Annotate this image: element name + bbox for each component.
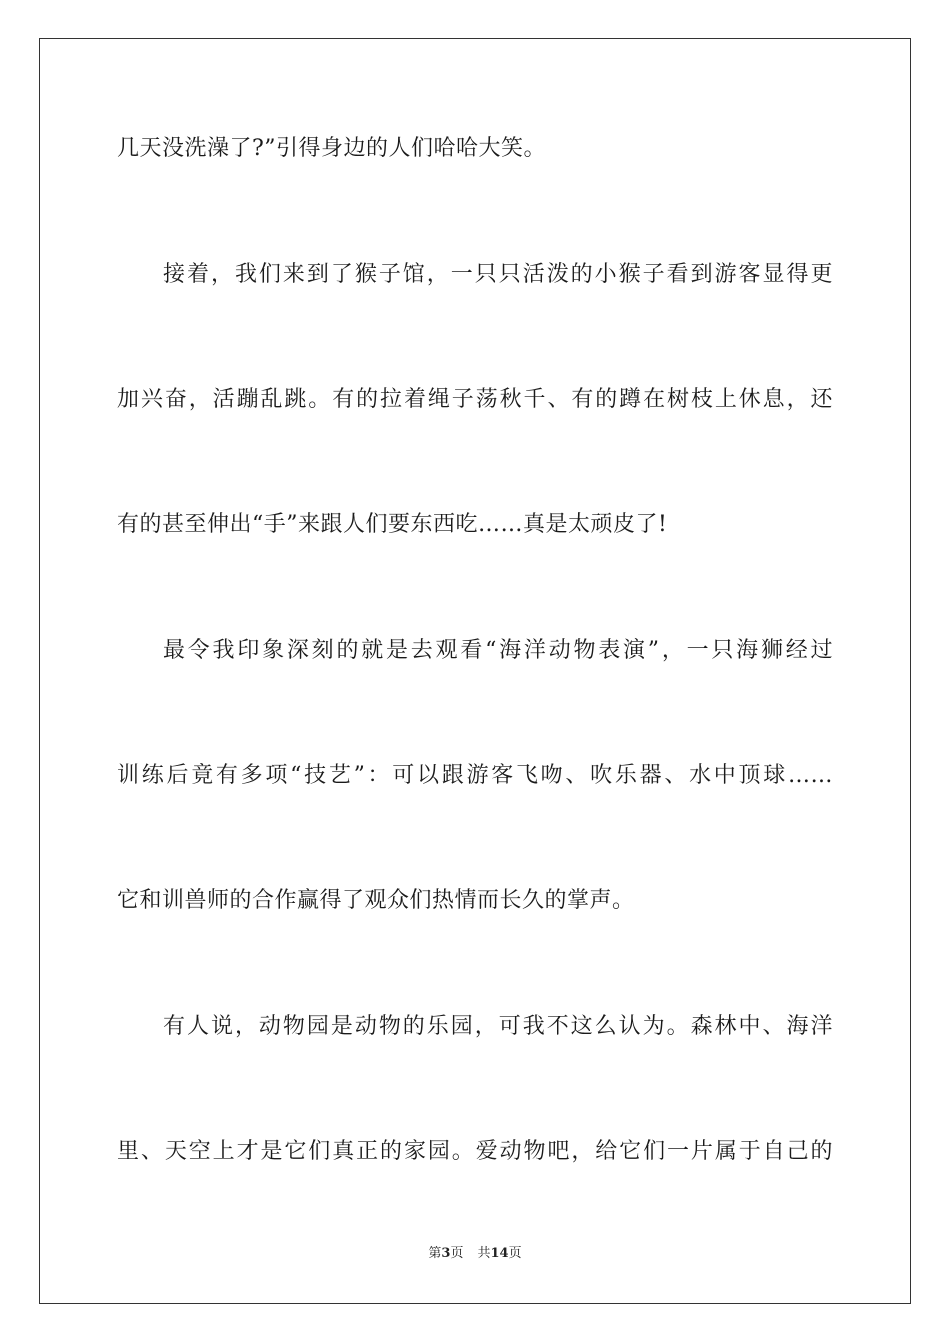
text-line-5: 最令我印象深刻的就是去观看“海洋动物表演”，一只海狮经过	[163, 638, 833, 663]
page-border	[39, 38, 911, 1304]
page-total: 14	[490, 1246, 509, 1261]
text-line-7: 它和训兽师的合作赢得了观众们热情而长久的掌声。	[117, 888, 635, 913]
text-line-3: 加兴奋，活蹦乱跳。有的拉着绳子荡秋千、有的蹲在树枝上休息，还	[117, 387, 833, 412]
total-prefix: 共	[477, 1246, 491, 1261]
text-line-4: 有的甚至伸出“手”来跟人们要东西吃……真是太顽皮了!	[117, 512, 668, 537]
page-suffix: 页	[450, 1246, 464, 1261]
page-footer	[0, 1245, 950, 1263]
total-suffix: 页	[508, 1246, 522, 1261]
page-current: 3	[441, 1246, 451, 1261]
text-line-2: 接着，我们来到了猴子馆，一只只活泼的小猴子看到游客显得更	[163, 262, 833, 287]
text-line-8: 有人说，动物园是动物的乐园，可我不这么认为。森林中、海洋	[163, 1014, 833, 1039]
text-line-1: 几天没洗澡了?”引得身边的人们哈哈大笑。	[117, 136, 547, 161]
text-line-9: 里、天空上才是它们真正的家园。爱动物吧，给它们一片属于自己的	[117, 1139, 833, 1164]
page-prefix: 第	[428, 1246, 442, 1261]
text-line-6: 训练后竟有多项“技艺”：可以跟游客飞吻、吹乐器、水中顶球……	[117, 763, 833, 788]
